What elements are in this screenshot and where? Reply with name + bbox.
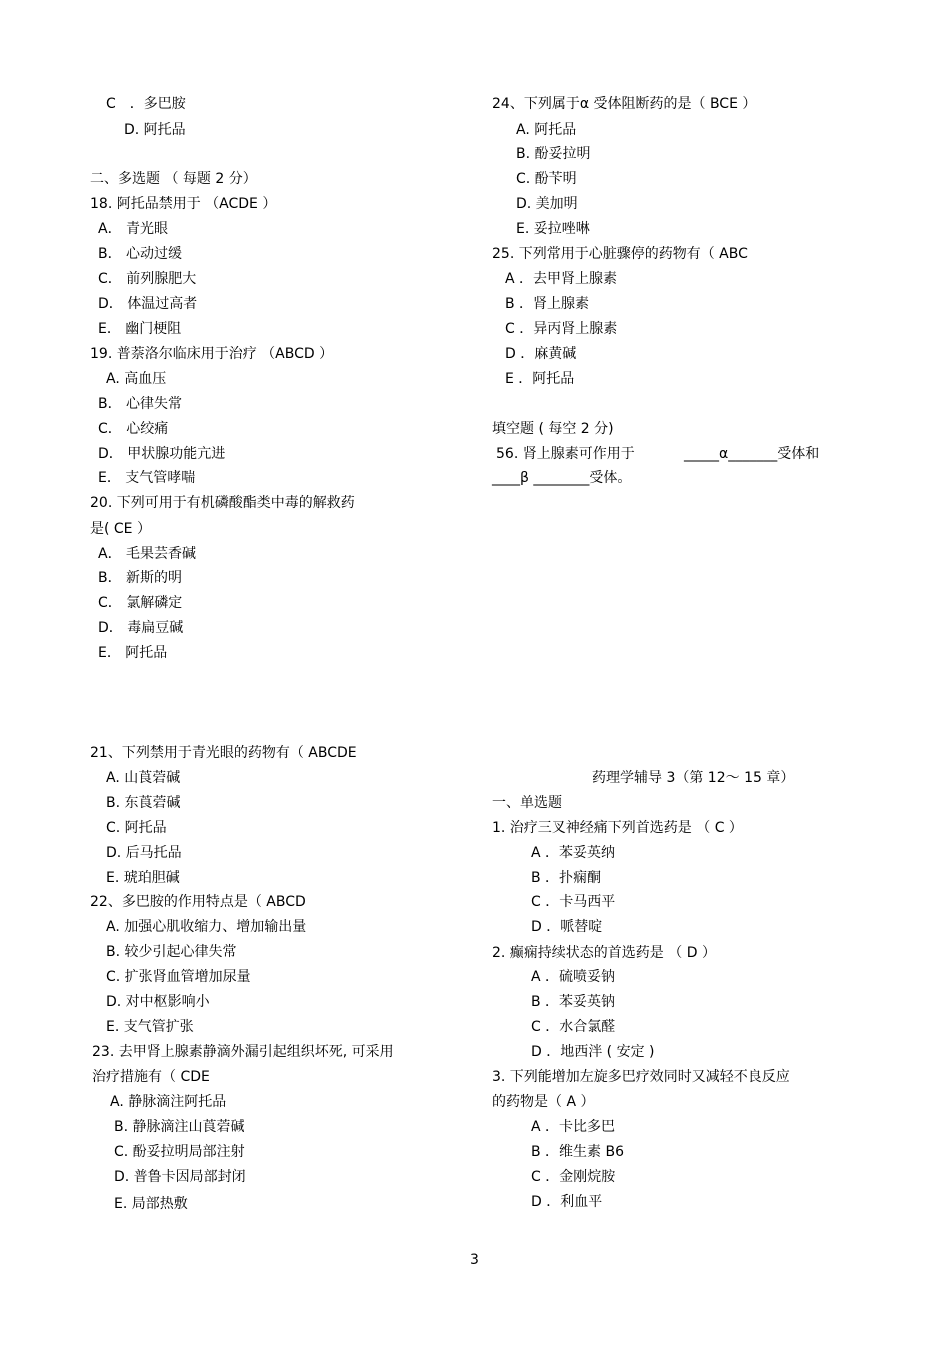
q3-option-b: B ．维生素 B6 [531, 1144, 625, 1160]
q1-option-d: D ．哌替啶 [531, 919, 603, 935]
q19-option-a: A. 高血压 [106, 371, 167, 387]
question-25-stem: 25. 下列常用于心脏骤停的药物有（ ABC [492, 246, 748, 262]
q20-option-a: A． 毛果芸香碱 [98, 546, 197, 562]
q1-option-c: C ．卡马西平 [531, 894, 616, 910]
question-20-stem-line1: 20. 下列可用于有机磷酸酯类中毒的解救药 [90, 495, 355, 511]
question-20-stem-line2: 是( CE ） [90, 521, 151, 537]
q22-option-d: D. 对中枢影响小 [106, 994, 210, 1010]
q25-option-a: A ．去甲肾上腺素 [505, 271, 618, 287]
q3-option-d: D ．利血平 [531, 1194, 603, 1210]
q2-option-c: C ．水合氯醛 [531, 1019, 616, 1035]
question-23-stem-line2: 治疗措施有（ CDE [92, 1069, 210, 1085]
question-18-stem: 18. 阿托品禁用于 （ACDE ） [90, 196, 277, 212]
question-1-stem: 1. 治疗三叉神经痛下列首选药是 （ C ） [492, 820, 743, 836]
q18-option-c: C． 前列腺肥大 [98, 271, 197, 287]
question-56-stem: 56. 肾上腺素可作用于 [496, 446, 635, 462]
q19-option-e: E． 支气管哮喘 [98, 470, 196, 486]
q22-option-a: A. 加强心肌收缩力、增加输出量 [106, 919, 307, 935]
q22-option-c: C. 扩张肾血管增加尿量 [106, 969, 251, 985]
q23-option-b: B. 静脉滴注山莨菪碱 [114, 1119, 245, 1135]
question-3-stem-line1: 3. 下列能增加左旋多巴疗效同时又减轻不良反应 [492, 1069, 790, 1085]
q25-option-d: D ．麻黄碱 [505, 346, 577, 362]
option-c: C ．多巴胺 [106, 96, 186, 112]
q18-option-a: A． 青光眼 [98, 221, 169, 237]
q2-option-d: D ．地西泮 ( 安定 ) [531, 1044, 655, 1060]
q1-option-b: B ．扑痫酮 [531, 870, 602, 886]
q22-option-e: E. 支气管扩张 [106, 1019, 194, 1035]
q1-option-a: A ．苯妥英纳 [531, 845, 616, 861]
q24-option-b: B. 酚妥拉明 [516, 146, 591, 162]
question-23-stem-line1: 23. 去甲肾上腺素静滴外漏引起组织坏死, 可采用 [92, 1044, 394, 1060]
q24-option-e: E. 妥拉唑啉 [516, 221, 590, 237]
chapter-title: 药理学辅导 3（第 12～ 15 章） [592, 770, 795, 786]
question-2-stem: 2. 癫痫持续状态的首选药是 （ D ） [492, 945, 716, 961]
question-56-blank-beta: ____β ________受体。 [492, 470, 632, 486]
q19-option-d: D． 甲状腺功能亢进 [98, 446, 226, 462]
q20-option-d: D． 毒扁豆碱 [98, 620, 184, 636]
q21-option-d: D. 后马托品 [106, 845, 182, 861]
q21-option-c: C. 阿托品 [106, 820, 167, 836]
q24-option-d: D. 美加明 [516, 196, 578, 212]
question-22-stem: 22、多巴胺的作用特点是（ ABCD [90, 894, 306, 910]
q20-option-c: C． 氯解磷定 [98, 595, 183, 611]
q18-option-e: E． 幽门梗阻 [98, 321, 182, 337]
q23-option-d: D. 普鲁卡因局部封闭 [114, 1169, 246, 1185]
q20-option-e: E． 阿托品 [98, 645, 168, 661]
q25-option-e: E ．阿托品 [505, 371, 575, 387]
q23-option-e: E. 局部热敷 [114, 1196, 188, 1212]
q19-option-b: B． 心律失常 [98, 396, 183, 412]
question-21-stem: 21、下列禁用于青光眼的药物有（ ABCDE [90, 745, 357, 761]
option-d: D. 阿托品 [124, 122, 186, 138]
section-heading-multi: 二、多选题 （ 每题 2 分） [90, 171, 257, 187]
section-heading-single: 一、单选题 [492, 795, 562, 811]
q21-option-a: A. 山莨菪碱 [106, 770, 181, 786]
q19-option-c: C． 心绞痛 [98, 421, 169, 437]
q23-option-c: C. 酚妥拉明局部注射 [114, 1144, 245, 1160]
q21-option-b: B. 东莨菪碱 [106, 795, 181, 811]
question-56-blank-alpha: _____α_______受体和 [684, 446, 820, 462]
page-number: 3 [470, 1252, 479, 1268]
q21-option-e: E. 琥珀胆碱 [106, 870, 180, 886]
q18-option-d: D． 体温过高者 [98, 296, 198, 312]
q20-option-b: B． 新斯的明 [98, 570, 183, 586]
q24-option-a: A. 阿托品 [516, 122, 577, 138]
question-19-stem: 19. 普萘洛尔临床用于治疗 （ABCD ） [90, 346, 334, 362]
q25-option-b: B ．肾上腺素 [505, 296, 590, 312]
q25-option-c: C ．异丙肾上腺素 [505, 321, 618, 337]
q18-option-b: B． 心动过缓 [98, 246, 183, 262]
q23-option-a: A. 静脉滴注阿托品 [110, 1094, 227, 1110]
q22-option-b: B. 较少引起心律失常 [106, 944, 237, 960]
fill-blank-heading: 填空题 ( 每空 2 分) [492, 421, 614, 437]
q2-option-a: A ．硫喷妥钠 [531, 969, 616, 985]
q3-option-c: C ．金刚烷胺 [531, 1169, 616, 1185]
question-3-stem-line2: 的药物是（ A ） [492, 1094, 595, 1110]
q24-option-c: C. 酚苄明 [516, 171, 577, 187]
q2-option-b: B ．苯妥英钠 [531, 994, 616, 1010]
q3-option-a: A ．卡比多巴 [531, 1119, 616, 1135]
question-24-stem: 24、下列属于α 受体阻断药的是（ BCE ） [492, 96, 757, 112]
